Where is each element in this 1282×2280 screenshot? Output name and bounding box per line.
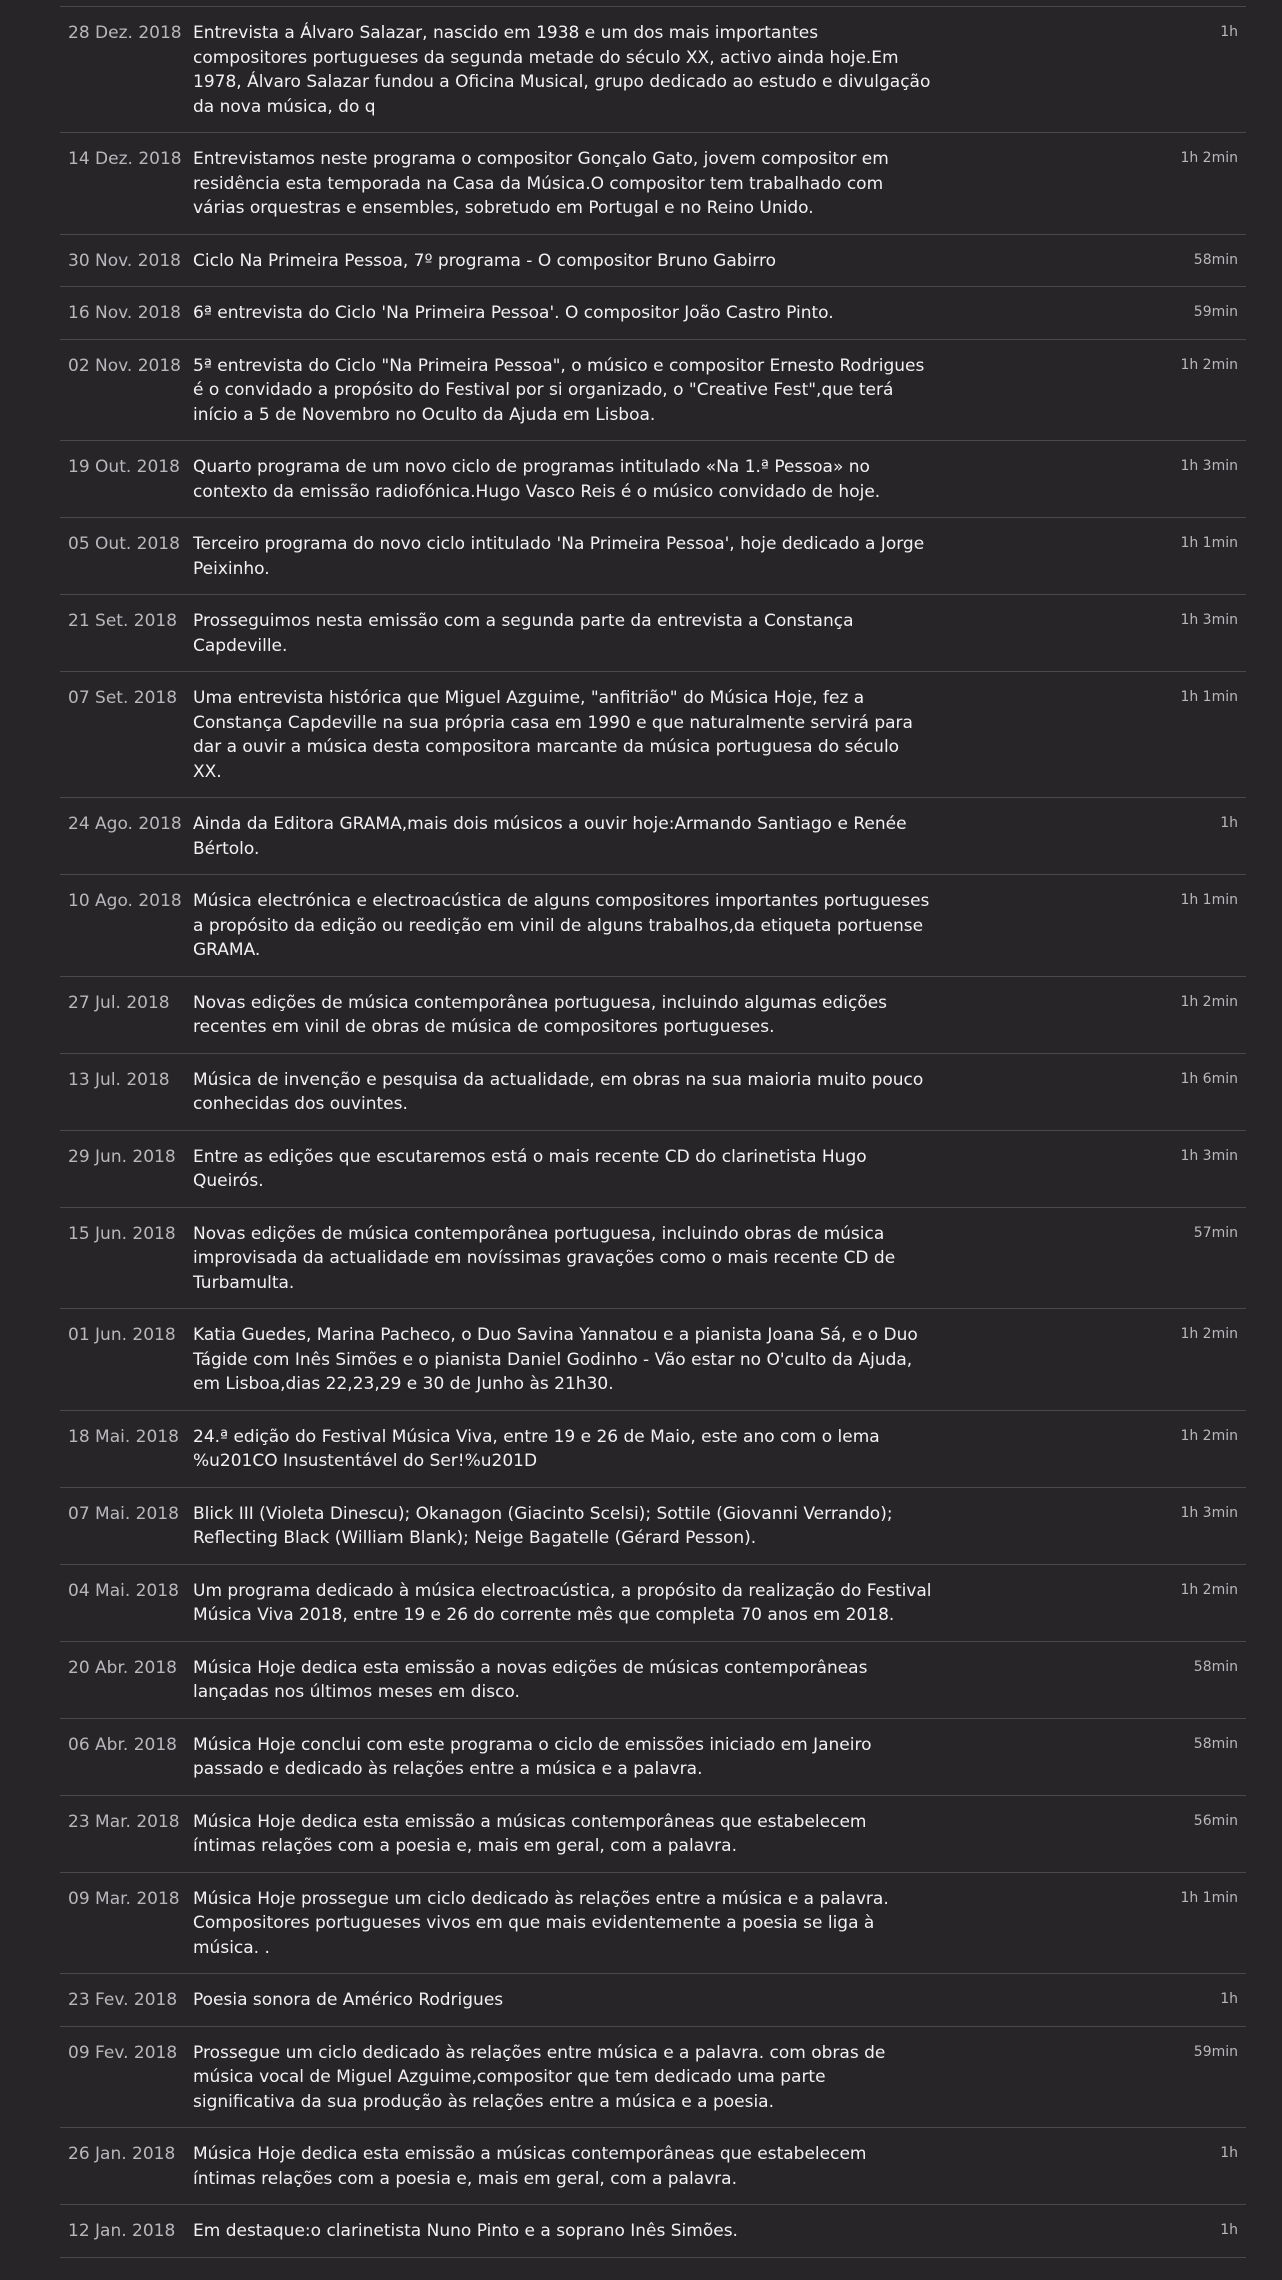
episode-date: 21 Set. 2018	[68, 611, 178, 631]
list-item[interactable]	[60, 2027, 1246, 2129]
list-item[interactable]	[60, 875, 1246, 977]
list-item[interactable]	[60, 798, 1246, 875]
episode-description[interactable]: 5ª entrevista do Ciclo "Na Primeira Pessoa", o músico e compositor Ernesto Rodrigues é o convidado a propósito do Festival por si organizado, o "Creative Fest",que terá início a 5 de Novembro no Oculto da Ajuda em Lisboa.	[193, 355, 925, 425]
episode-date: 23 Fev. 2018	[68, 1990, 178, 2010]
episode-duration: 1h	[1220, 24, 1238, 40]
list-item[interactable]	[60, 977, 1246, 1054]
episode-description[interactable]: Um programa dedicado à música electroacústica, a propósito da realização do Festival Música Viva 2018, entre 19 e 26 do corrente mês que completa 70 anos em 2018.	[193, 1580, 932, 1625]
episode-date: 09 Fev. 2018	[68, 2042, 178, 2063]
episode-duration: 1h	[1220, 815, 1238, 831]
list-item[interactable]	[60, 7, 1246, 133]
episode-description[interactable]: Novas edições de música contemporânea portuguesa, incluindo obras de música improvisada da actualidade em novíssimas gravações como o mais recente CD de Turbamulta.	[193, 1223, 896, 1293]
episode-description[interactable]: Blick III (Violeta Dinescu); Okanagon (Giacinto Scelsi); Sottile (Giovanni Verrando); Reflecting Black (William Blank); Neige Bagatelle (Gérard Pesson).	[193, 1503, 893, 1548]
episode-description[interactable]: Prossegue um ciclo dedicado às relações entre música e a palavra. com obras de música vocal de Miguel Azguime,compositor que tem dedicado uma parte significativa da sua produção às relações entre a música e a poesia.	[193, 2042, 886, 2112]
list-item[interactable]	[60, 518, 1246, 595]
episode-date: 18 Mai. 2018	[68, 1426, 179, 1447]
episode-duration: 57min	[1193, 1224, 1238, 1241]
episode-date: 13 Jul. 2018	[68, 1069, 170, 1090]
list-item[interactable]	[60, 1488, 1246, 1565]
episode-duration: 58min	[1193, 1735, 1238, 1752]
episode-description[interactable]: Música electrónica e electroacústica de alguns compositores importantes portugueses a propósito da edição ou reedição em vinil de alguns trabalhos,da etiqueta portuense GRAMA.	[193, 891, 930, 960]
list-item[interactable]	[60, 1642, 1246, 1719]
episode-duration: 1h 1min	[1180, 1889, 1238, 1906]
episode-description[interactable]: Entre as edições que escutaremos está o mais recente CD do clarinetista Hugo Queirós.	[193, 1146, 867, 1191]
episode-description[interactable]: Música Hoje dedica esta emissão a músicas contemporâneas que estabelecem íntimas relações com a poesia e, mais em geral, com a palavra.	[193, 1811, 867, 1856]
episode-date: 16 Nov. 2018	[68, 303, 181, 323]
list-item[interactable]	[60, 1796, 1246, 1873]
list-item[interactable]	[60, 133, 1246, 235]
episode-date: 24 Ago. 2018	[68, 814, 182, 834]
list-item[interactable]	[60, 1974, 1246, 2027]
episode-description[interactable]: Novas edições de música contemporânea portuguesa, incluindo algumas edições recentes em vinil de obras de música de compositores portugueses.	[193, 992, 888, 1037]
list-item[interactable]	[60, 1309, 1246, 1411]
episode-duration: 1h 1min	[1180, 892, 1238, 908]
episode-date: 01 Jun. 2018	[68, 1325, 176, 1345]
list-item[interactable]	[60, 1719, 1246, 1796]
episode-date: 05 Out. 2018	[68, 534, 180, 554]
episode-description[interactable]: Quarto programa de um novo ciclo de programas intitulado «Na 1.ª Pessoa» no contexto da emissão radiofónica.Hugo Vasco Reis é o músico convidado de hoje.	[193, 457, 881, 502]
episode-duration: 56min	[1193, 1812, 1238, 1829]
episode-duration: 1h	[1220, 1991, 1238, 2007]
episode-duration: 1h 1min	[1180, 689, 1238, 705]
episode-date: 07 Mai. 2018	[68, 1503, 179, 1524]
episode-date: 09 Mar. 2018	[68, 1888, 180, 1909]
episode-description[interactable]: Música Hoje conclui com este programa o ciclo de emissões iniciado em Janeiro passado e dedicado às relações entre a música e a palavra.	[193, 1734, 872, 1779]
episode-date: 07 Set. 2018	[68, 688, 178, 708]
episode-duration: 1h 2min	[1180, 1581, 1238, 1598]
list-item[interactable]	[60, 2128, 1246, 2205]
list-item[interactable]	[60, 2205, 1246, 2258]
episode-duration: 1h 2min	[1180, 356, 1238, 373]
episode-date: 06 Abr. 2018	[68, 1734, 177, 1755]
episode-duration: 1h	[1220, 2222, 1238, 2238]
episode-description[interactable]: Poesia sonora de Américo Rodrigues	[193, 1990, 504, 2010]
episode-duration: 58min	[1193, 251, 1238, 268]
episode-date: 26 Jan. 2018	[68, 2144, 176, 2164]
episode-date: 27 Jul. 2018	[68, 992, 170, 1013]
episode-description[interactable]: Katia Guedes, Marina Pacheco, o Duo Savina Yannatou e a pianista Joana Sá, e o Duo Tágide com Inês Simões e o pianista Daniel Godinho - Vão estar no O'culto da Ajuda, em Lisboa,dias 22,23,29 e 30 de Junho às 21h30.	[193, 1325, 918, 1394]
episode-date: 28 Dez. 2018	[68, 23, 182, 43]
episode-date: 29 Jun. 2018	[68, 1146, 176, 1167]
episode-date: 20 Abr. 2018	[68, 1657, 177, 1678]
episode-duration: 1h	[1220, 2145, 1238, 2161]
episode-duration: 1h 3min	[1180, 1504, 1238, 1521]
episode-duration: 59min	[1193, 2043, 1238, 2060]
list-item[interactable]	[60, 672, 1246, 798]
episode-date: 02 Nov. 2018	[68, 355, 181, 376]
episode-duration: 1h 2min	[1180, 1427, 1238, 1444]
episode-date: 15 Jun. 2018	[68, 1223, 176, 1244]
list-item[interactable]	[60, 1131, 1246, 1208]
episode-description[interactable]: Música de invenção e pesquisa da actualidade, em obras na sua maioria muito pouco conhecidas dos ouvintes.	[193, 1069, 924, 1114]
episode-date: 10 Ago. 2018	[68, 891, 182, 911]
list-item[interactable]	[60, 340, 1246, 442]
episode-description[interactable]: Uma entrevista histórica que Miguel Azguime, "anfitrião" do Música Hoje, fez a Constança Capdeville na sua própria casa em 1990 e que naturalmente servirá para dar a ouvir a música desta compositora marcante da música portuguesa do século XX.	[193, 688, 913, 782]
episode-description[interactable]: Prosseguimos nesta emissão com a segunda parte da entrevista a Constança Capdeville.	[193, 611, 854, 656]
list-item[interactable]	[60, 441, 1246, 518]
episode-description[interactable]: Música Hoje prossegue um ciclo dedicado às relações entre a música e a palavra. Compositores portugueses vivos em que mais evidentemente a poesia se liga à música. .	[193, 1888, 889, 1958]
episode-description[interactable]: 24.ª edição do Festival Música Viva, entre 19 e 26 de Maio, este ano com o lema %u201CO Insustentável do Ser!%u201D	[193, 1426, 880, 1471]
episode-duration: 1h 1min	[1180, 535, 1238, 551]
episode-list	[60, 6, 1246, 2258]
list-item[interactable]	[60, 1873, 1246, 1975]
episode-date: 12 Jan. 2018	[68, 2221, 176, 2241]
episode-duration: 1h 3min	[1180, 458, 1238, 474]
episode-duration: 1h 2min	[1180, 1326, 1238, 1342]
episode-description[interactable]: Ainda da Editora GRAMA,mais dois músicos a ouvir hoje:Armando Santiago e Renée Bértolo.	[193, 814, 907, 859]
episode-description[interactable]: Música Hoje dedica esta emissão a músicas contemporâneas que estabelecem íntimas relações com a poesia e, mais em geral, com a palavra.	[193, 2144, 867, 2189]
episode-duration: 1h 6min	[1180, 1070, 1238, 1087]
episode-duration: 1h 2min	[1180, 150, 1238, 166]
episode-date: 19 Out. 2018	[68, 457, 180, 477]
episode-description[interactable]: Terceiro programa do novo ciclo intitulado 'Na Primeira Pessoa', hoje dedicado a Jorge Peixinho.	[193, 534, 925, 579]
list-item[interactable]	[60, 595, 1246, 672]
episode-duration: 1h 3min	[1180, 1147, 1238, 1164]
episode-description[interactable]: Entrevista a Álvaro Salazar, nascido em 1938 e um dos mais importantes compositores portugueses da segunda metade do século XX, activo ainda hoje.Em 1978, Álvaro Salazar fundou a Oficina Musical, grupo dedicado ao estudo e divulgação da nova música, do q	[193, 23, 931, 117]
episode-description[interactable]: Ciclo Na Primeira Pessoa, 7º programa - O compositor Bruno Gabirro	[193, 250, 776, 271]
list-item[interactable]	[60, 287, 1246, 340]
episode-date: 04 Mai. 2018	[68, 1580, 179, 1601]
episode-description[interactable]: Entrevistamos neste programa o compositor Gonçalo Gato, jovem compositor em residência esta temporada na Casa da Música.O compositor tem trabalhado com várias orquestras e ensembles, sobretudo em Portugal e no Reino Unido.	[193, 149, 889, 218]
episode-duration: 1h 2min	[1180, 993, 1238, 1010]
episode-date: 14 Dez. 2018	[68, 149, 182, 169]
episode-description[interactable]: Música Hoje dedica esta emissão a novas edições de músicas contemporâneas lançadas nos últimos meses em disco.	[193, 1657, 868, 1702]
list-item[interactable]	[60, 1054, 1246, 1131]
list-item[interactable]	[60, 1208, 1246, 1310]
episode-date: 23 Mar. 2018	[68, 1811, 180, 1832]
episode-duration: 1h 3min	[1180, 612, 1238, 628]
episode-date: 30 Nov. 2018	[68, 250, 181, 271]
episode-description[interactable]: Em destaque:o clarinetista Nuno Pinto e a soprano Inês Simões.	[193, 2221, 738, 2241]
episode-duration: 58min	[1193, 1658, 1238, 1675]
episode-description[interactable]: 6ª entrevista do Ciclo 'Na Primeira Pessoa'. O compositor João Castro Pinto.	[193, 303, 834, 323]
list-item[interactable]	[60, 235, 1246, 288]
list-item[interactable]	[60, 1565, 1246, 1642]
list-item[interactable]	[60, 1411, 1246, 1488]
episode-duration: 59min	[1193, 304, 1238, 320]
